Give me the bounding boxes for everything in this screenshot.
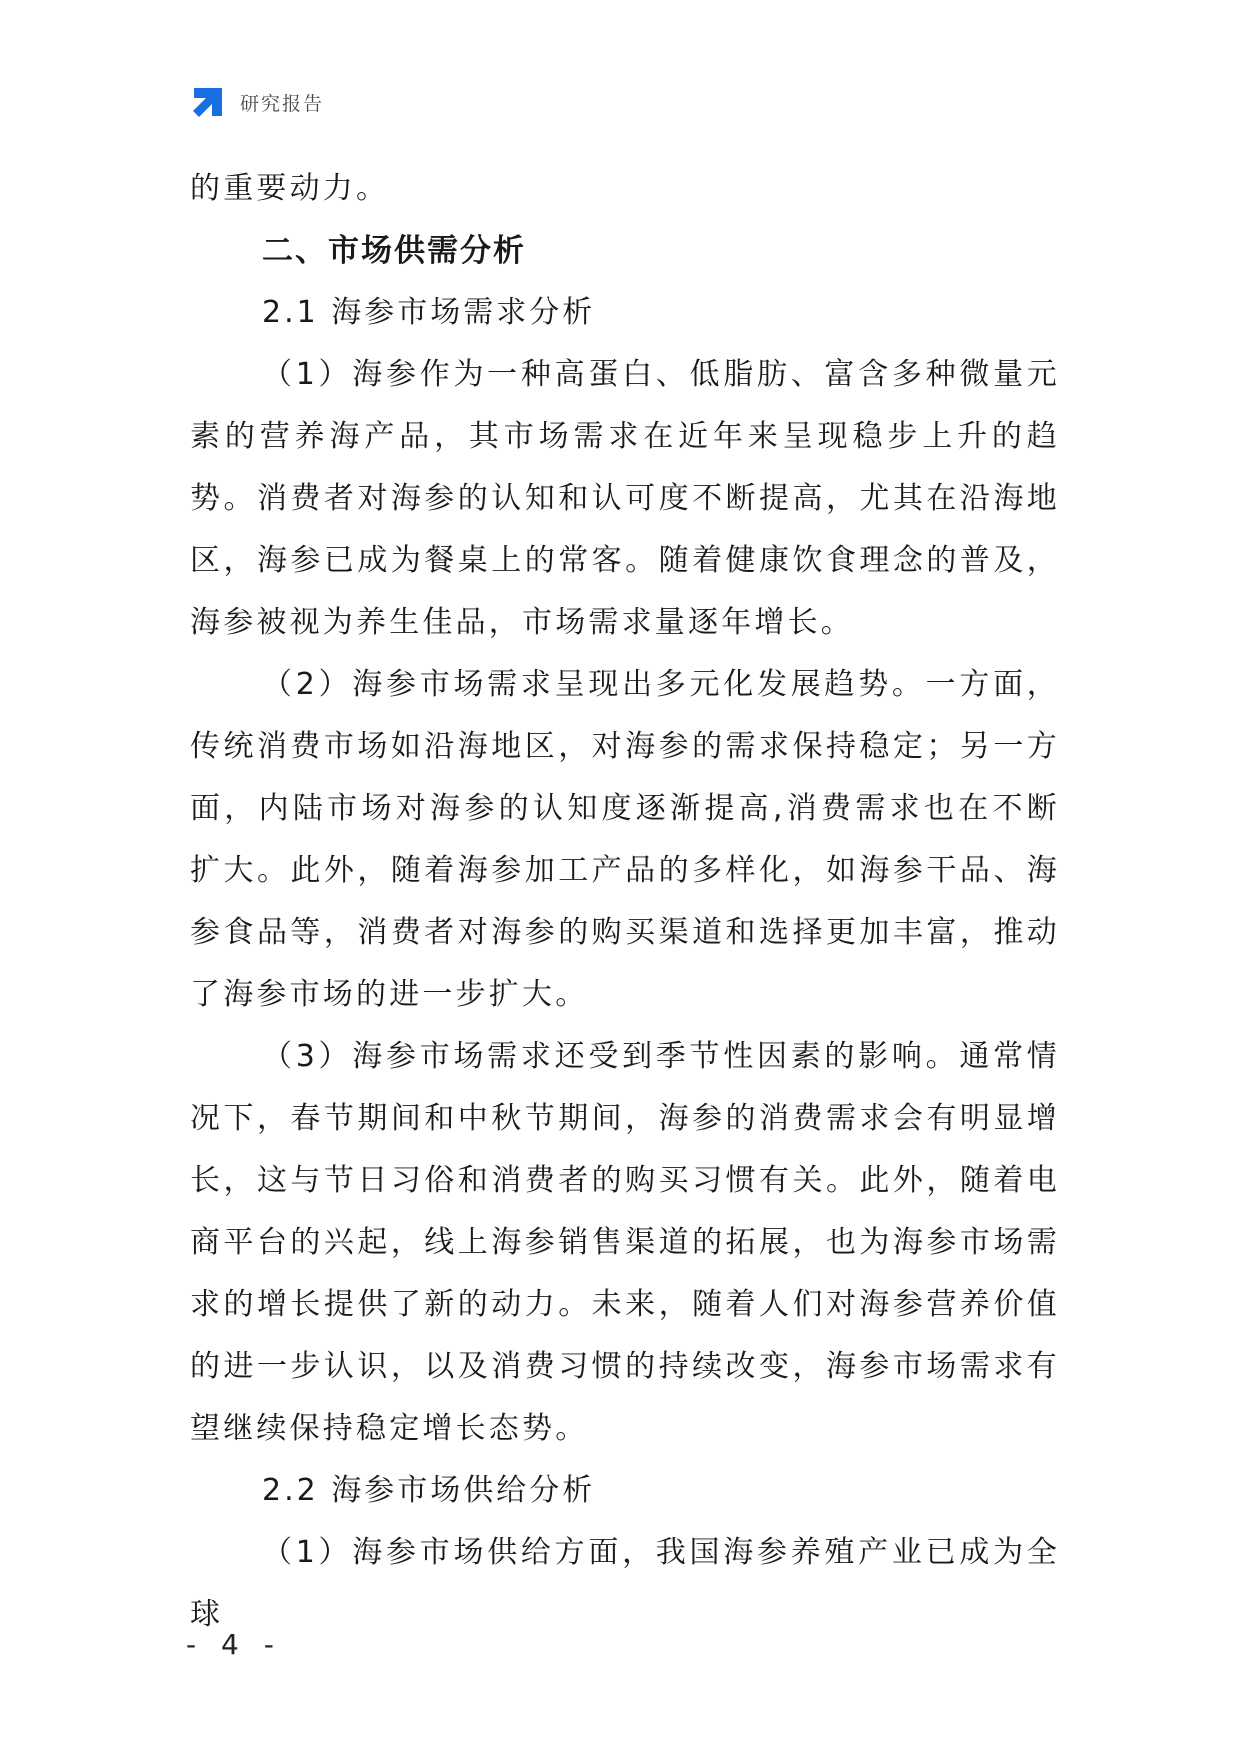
header-title: 研究报告 bbox=[240, 92, 325, 115]
document-body bbox=[190, 158, 1060, 1646]
report-header bbox=[190, 84, 324, 120]
subsection-heading-demand: 2.1 海参市场需求分析 bbox=[262, 295, 596, 330]
page-number: - 4 - bbox=[186, 1628, 282, 1661]
subsection-heading-supply: 2.2 海参市场供给分析 bbox=[262, 1473, 596, 1508]
paragraph-demand-2: （2）海参市场需求呈现出多元化发展趋势。一方面，传统消费市场如沿海地区，对海参的需求保持稳定；另一方面，内陆市场对海参的认知度逐渐提高,消费需求也在不断扩大。此外，随着海参加工产品的多样化，如海参干品、海参食品等，消费者对海参的购买渠道和选择更加丰富，推动了海参市场的进一步扩大。 bbox=[190, 667, 1060, 1012]
paragraph-demand-3: （3）海参市场需求还受到季节性因素的影响。通常情况下，春节期间和中秋节期间，海参的消费需求会有明显增长，这与节日习俗和消费者的购买习惯有关。此外，随着电商平台的兴起，线上海参销售渠道的拓展，也为海参市场需求的增长提供了新的动力。未来，随着人们对海参营养价值的进一步认识，以及消费习惯的持续改变，海参市场需求有望继续保持稳定增长态势。 bbox=[190, 1039, 1060, 1446]
paragraph-continuation: 的重要动力。 bbox=[190, 171, 390, 206]
paragraph-demand-1: （1）海参作为一种高蛋白、低脂肪、富含多种微量元素的营养海产品，其市场需求在近年来呈现稳步上升的趋势。消费者对海参的认知和认可度不断提高，尤其在沿海地区，海参已成为餐桌上的常客。随着健康饮食理念的普及，海参被视为养生佳品，市场需求量逐年增长。 bbox=[190, 357, 1060, 640]
section-heading: 二、市场供需分析 bbox=[262, 233, 526, 269]
paragraph-supply-1: （1）海参市场供给方面，我国海参养殖产业已成为全球 bbox=[190, 1535, 1060, 1632]
arrow-up-right-icon bbox=[190, 84, 226, 120]
